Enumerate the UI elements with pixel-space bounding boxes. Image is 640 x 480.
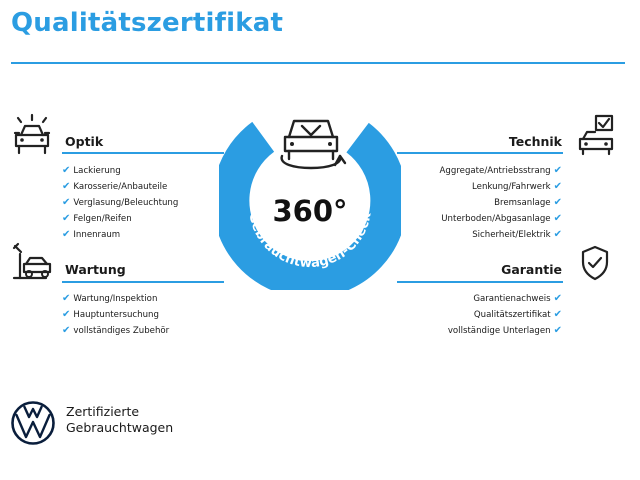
brand-line-1: Zertifizierte — [66, 404, 140, 419]
technik-list — [380, 163, 562, 243]
optik-list — [62, 163, 178, 243]
checkmark-icon: ✔ — [553, 229, 562, 240]
list-item: ✔ Felgen/Reifen — [62, 213, 132, 224]
list-item: Qualitätszertifikat ✔ — [473, 309, 562, 320]
list-item: ✔ Innenraum — [62, 229, 121, 240]
brand-text — [66, 404, 173, 436]
title-divider — [11, 62, 625, 64]
car-lift-wrench-icon — [10, 242, 54, 286]
checkmark-icon: ✔ — [553, 325, 562, 336]
list-item: ✔ Karosserie/Anbauteile — [62, 181, 168, 192]
checkmark-icon: ✔ — [553, 293, 562, 304]
shield-check-icon — [580, 245, 610, 281]
page-title: Qualitätszertifikat — [11, 8, 284, 38]
technik-title: Technik — [508, 134, 562, 149]
checkmark-icon: ✔ — [62, 213, 71, 224]
badge-label: 360° — [272, 194, 348, 228]
checkmark-icon: ✔ — [553, 181, 562, 192]
garantie-divider — [397, 281, 563, 283]
list-item: ✔ vollständiges Zubehör — [62, 325, 170, 336]
checkmark-icon: ✔ — [62, 293, 71, 304]
list-item: ✔ Hauptuntersuchung — [62, 309, 159, 320]
garantie-title: Garantie — [501, 262, 562, 277]
garantie-list — [380, 291, 562, 339]
list-item: Bremsanlage ✔ — [494, 197, 562, 208]
list-item: ✔ Verglasung/Beleuchtung — [62, 197, 179, 208]
checkmark-icon: ✔ — [62, 325, 71, 336]
car-checklist-icon — [576, 113, 620, 157]
wartung-list — [62, 291, 169, 339]
brand-line-2: Gebrauchtwagen — [66, 420, 174, 435]
check-360-badge — [219, 104, 401, 290]
list-item: Aggregate/Antriebsstrang ✔ — [439, 165, 562, 176]
list-item: ✔ Lackierung — [62, 165, 121, 176]
list-item: Garantienachweis ✔ — [473, 293, 562, 304]
wartung-title: Wartung — [65, 262, 126, 277]
technik-divider — [397, 152, 563, 154]
optik-title: Optik — [65, 134, 104, 149]
checkmark-icon: ✔ — [553, 309, 562, 320]
checkmark-icon: ✔ — [62, 309, 71, 320]
checkmark-icon: ✔ — [553, 197, 562, 208]
list-item: Unterboden/Abgasanlage ✔ — [441, 213, 562, 224]
list-item: ✔ Wartung/Inspektion — [62, 293, 158, 304]
checkmark-icon: ✔ — [62, 197, 71, 208]
checkmark-icon: ✔ — [62, 229, 71, 240]
checkmark-icon: ✔ — [553, 165, 562, 176]
vw-logo — [10, 400, 56, 446]
badge-arc-text: Gebrauchtwagen-Check — [245, 211, 375, 272]
checkmark-icon: ✔ — [62, 165, 71, 176]
checkmark-icon: ✔ — [553, 213, 562, 224]
list-item: Lenkung/Fahrwerk ✔ — [472, 181, 562, 192]
optik-divider — [62, 152, 224, 154]
checkmark-icon: ✔ — [62, 181, 71, 192]
wartung-divider — [62, 281, 224, 283]
list-item: Sicherheit/Elektrik ✔ — [472, 229, 562, 240]
list-item: vollständige Unterlagen ✔ — [447, 325, 562, 336]
car-front-light-icon — [10, 113, 54, 157]
